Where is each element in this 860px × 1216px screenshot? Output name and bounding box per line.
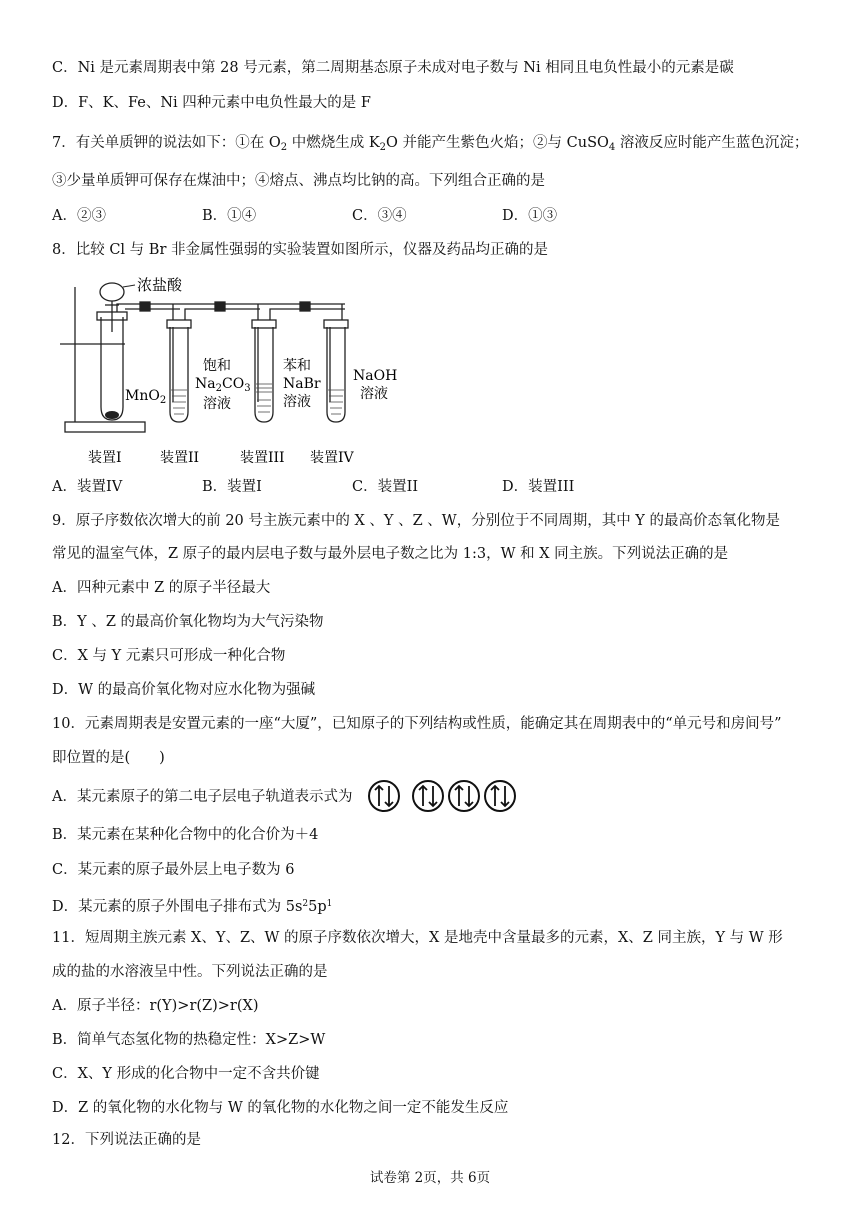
joint-1 bbox=[140, 302, 150, 311]
device-1-label: 装置I bbox=[88, 450, 122, 466]
q12-stem: 12．下列说法正确的是 bbox=[52, 1132, 201, 1148]
q9-option-a: A．四种元素中 Z 的原子半径最大 bbox=[52, 580, 271, 596]
tube-3-label-line3: 溶液 bbox=[283, 394, 311, 410]
q9-option-d: D．W 的最高价氧化物对应水化物为强碱 bbox=[52, 682, 316, 698]
mno2-solid bbox=[105, 411, 119, 419]
q10-stem-line1: 10．元素周期表是安置元素的一座“大厦”，已知原子的下列结构或性质，能确定其在周期表中的“单元号和房间号” bbox=[52, 716, 782, 732]
tube-3-label-line2: NaBr bbox=[283, 376, 321, 392]
q8-apparatus-figure bbox=[55, 272, 415, 472]
joint-3 bbox=[300, 302, 310, 311]
q9-option-c: C．X 与 Y 元素只可形成一种化合物 bbox=[52, 648, 286, 664]
q11-stem-line1: 11．短周期主族元素 X、Y、Z、W 的原子序数依次增大，X 是地壳中含量最多的元素，X、Z 同主族，Y 与 W 形 bbox=[52, 930, 783, 946]
q9-stem-line1: 9．原子序数依次增大的前 20 号主族元素中的 X 、Y 、Z 、W，分别位于不同周期，其中 Y 的最高价态氧化物是 bbox=[52, 513, 780, 529]
q8-stem: 8．比较 Cl 与 Br 非金属性强弱的实验装置如图所示，仪器及药品均正确的是 bbox=[52, 242, 548, 258]
q11-option-c: C．X、Y 形成的化合物中一定不含共价键 bbox=[52, 1066, 320, 1082]
tube-2-label-line2: $Na_2CO_3$ bbox=[195, 376, 251, 394]
orbital-2p-3 bbox=[485, 781, 515, 811]
q8-option-c: C．装置II bbox=[352, 479, 419, 495]
device-4-label: 装置IV bbox=[310, 450, 354, 466]
q10-option-d: D．某元素的原子外围电子排布式为 $5s^25p^1$ bbox=[52, 899, 333, 915]
separatory-funnel bbox=[100, 283, 124, 301]
stand-base bbox=[65, 422, 145, 432]
q7-option-d: D．①③ bbox=[502, 208, 558, 224]
q10-option-a: A．某元素原子的第二电子层电子轨道表示式为 bbox=[52, 789, 353, 805]
orbital-2p-2 bbox=[449, 781, 479, 811]
q7-option-a: A．②③ bbox=[52, 208, 106, 224]
q7-option-b: B．①④ bbox=[202, 208, 257, 224]
q11-stem-line2: 成的盐的水溶液呈中性。下列说法正确的是 bbox=[52, 964, 328, 980]
q6-option-c: C．Ni 是元素周期表中第 28 号元素，第二周期基态原子未成对电子数与 Ni 相同且电负性最小的元素是碳 bbox=[52, 60, 734, 76]
q11-option-a: A．原子半径：r(Y)>r(Z)>r(X) bbox=[52, 998, 259, 1014]
device-2-label: 装置II bbox=[160, 450, 200, 466]
tube-2-label-line3: 溶液 bbox=[203, 396, 231, 412]
q7-stem-line2: ③少量单质钾可保存在煤油中；④熔点、沸点均比钠的高。下列组合正确的是 bbox=[52, 173, 545, 189]
q10-stem-line2: 即位置的是( ) bbox=[52, 750, 165, 766]
q10-option-b: B．某元素在某种化合物中的化合价为＋4 bbox=[52, 827, 319, 843]
acid-label: 浓盐酸 bbox=[137, 276, 183, 294]
tube-3-label-line1: 苯和 bbox=[283, 358, 311, 374]
orbital-diagram bbox=[366, 778, 522, 814]
q9-option-b: B．Y 、Z 的最高价氧化物均为大气污染物 bbox=[52, 614, 324, 630]
q8-option-a: A．装置IV bbox=[52, 479, 123, 495]
q7-option-c: C．③④ bbox=[352, 208, 407, 224]
orbital-2p-1 bbox=[413, 781, 443, 811]
q11-option-d: D．Z 的氧化物的水化物与 W 的氧化物的水化物之间一定不能发生反应 bbox=[52, 1100, 509, 1116]
q8-option-b: B．装置I bbox=[202, 479, 262, 495]
q10-option-c: C．某元素的原子最外层上电子数为 6 bbox=[52, 862, 295, 878]
mno2-label: MnO$_2$ bbox=[125, 388, 167, 406]
joint-2 bbox=[215, 302, 225, 311]
orbital-2s bbox=[369, 781, 399, 811]
device-3-label: 装置III bbox=[240, 450, 285, 466]
q9-stem-line2: 常见的温室气体，Z 原子的最内层电子数与最外层电子数之比为 1:3，W 和 X 同主族。下列说法正确的是 bbox=[52, 546, 729, 562]
q11-option-b: B．简单气态氢化物的热稳定性：X>Z>W bbox=[52, 1032, 326, 1048]
q7-stem-line1: 7．有关单质钾的说法如下：①在 $O_2$ 中燃烧生成 $K_2O$ 并能产生紫色火焰；②与 CuSO$_4$ 溶液反应时能产生蓝色沉淀； bbox=[52, 135, 809, 153]
tube-4-label-line2: 溶液 bbox=[360, 386, 388, 402]
q6-option-d: D．F、K、Fe、Ni 四种元素中电负性最大的是 F bbox=[52, 95, 371, 111]
tube-2-label-line1: 饱和 bbox=[203, 358, 231, 374]
q8-option-d: D．装置III bbox=[502, 479, 575, 495]
page-footer: 试卷第 2页，共 6页 bbox=[369, 1170, 491, 1186]
tube-1 bbox=[101, 317, 123, 420]
tube-4-label-line1: NaOH bbox=[353, 368, 398, 384]
